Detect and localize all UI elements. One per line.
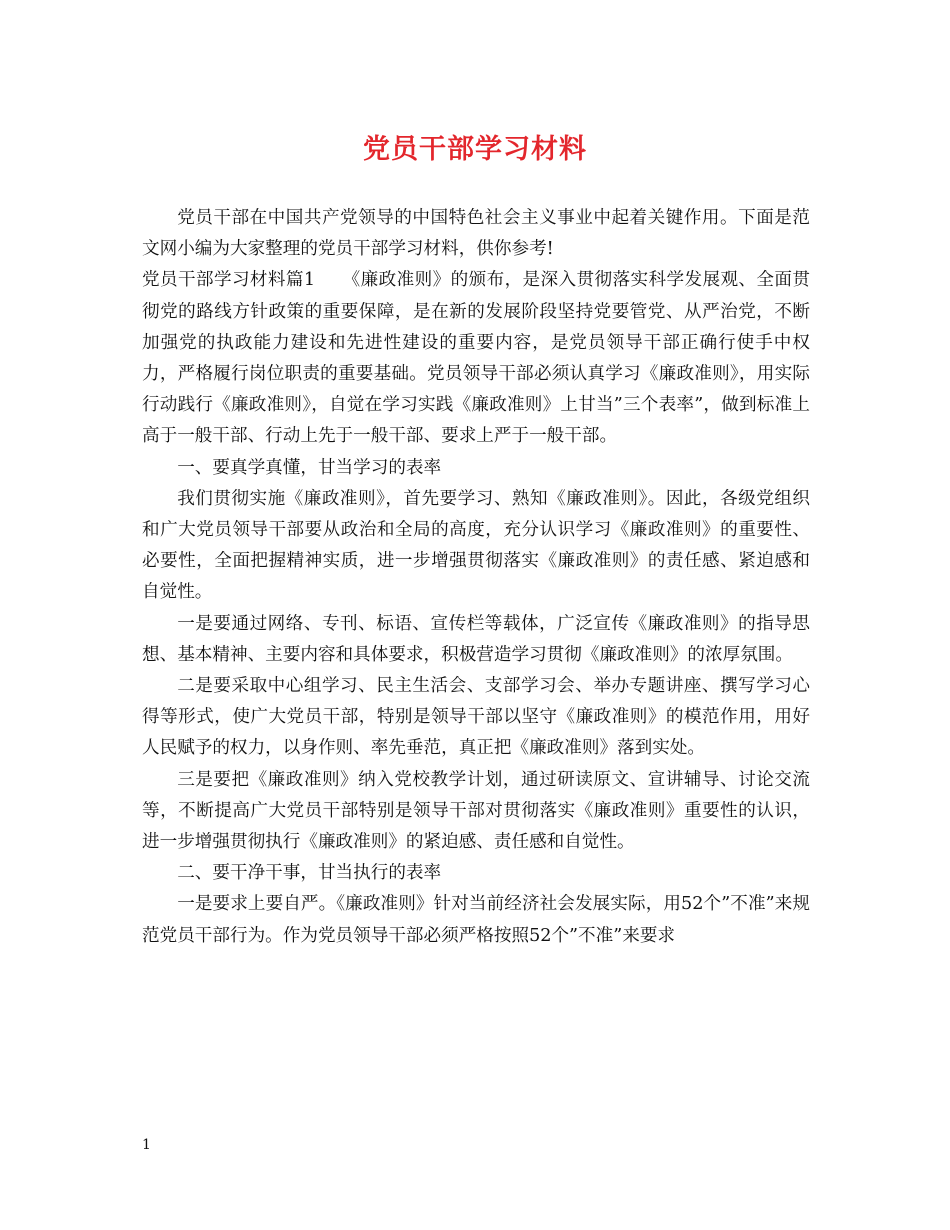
paragraph-section-1-opening: 党员干部学习材料篇1 《廉政准则》的颁布，是深入贯彻落实科学发展观、全面贯彻党的路线方针政策的重要保障，是在新的发展阶段坚持党要管党、从严治党，不断加强党的执政能力建设和先进性建设的重要内容，是党员领导干部正确行使手中权力，严格履行岗位职责的重要基础。党员领导干部必须认真学习《廉政准则》，用实际行动践行《廉政准则》，自觉在学习实践《廉政准则》上甘当”三个表率”，做到标准上高于一般干部、行动上先于一般干部、要求上严于一般干部。 <box>142 270 810 447</box>
page-number: 1 <box>142 1137 151 1153</box>
paragraph-intro: 党员干部在中国共产党领导的中国特色社会主义事业中起着关键作用。下面是范文网小编为大家整理的党员干部学习材料，供你参考! <box>142 208 810 260</box>
paragraph-study: 我们贯彻实施《廉政准则》，首先要学习、熟知《廉政准则》。因此，各级党组织和广大党员领导干部要从政治和全局的高度，充分认识学习《廉政准则》的重要性、必要性，全面把握精神实质，进一步增强贯彻落实《廉政准则》的责任感、紧迫感和自觉性。 <box>142 488 810 603</box>
paragraph-point-two: 二是要采取中心组学习、民主生活会、支部学习会、举办专题讲座、撰写学习心得等形式，使广大党员干部，特别是领导干部以坚守《廉政准则》的模范作用，用好人民赋予的权力，以身作则、率先垂范，真正把《廉政准则》落到实处。 <box>142 676 810 759</box>
paragraph-point-three: 三是要把《廉政准则》纳入党校教学计划，通过研读原文、宣讲辅导、讨论交流等，不断提高广大党员干部特别是领导干部对贯彻落实《廉政准则》重要性的认识，进一步增强贯彻执行《廉政准则》的紧迫感、责任感和自觉性。 <box>142 769 810 853</box>
heading-study: 一、要真学真懂，甘当学习的表率 <box>177 457 442 478</box>
document-title: 党员干部学习材料 <box>363 134 587 165</box>
document-body <box>142 203 810 952</box>
heading-execution: 二、要干净干事，甘当执行的表率 <box>177 863 442 884</box>
paragraph-requirement: 一是要求上要自严。《廉政准则》针对当前经济社会发展实际，用52个”不准”来规范党员干部行为。作为党员领导干部必须严格按照52个”不准”来要求 <box>142 894 810 946</box>
paragraph-point-one: 一是要通过网络、专刊、标语、宣传栏等载体，广泛宣传《廉政准则》的指导思想、基本精神、主要内容和具体要求，积极营造学习贯彻《廉政准则》的浓厚氛围。 <box>142 613 810 665</box>
